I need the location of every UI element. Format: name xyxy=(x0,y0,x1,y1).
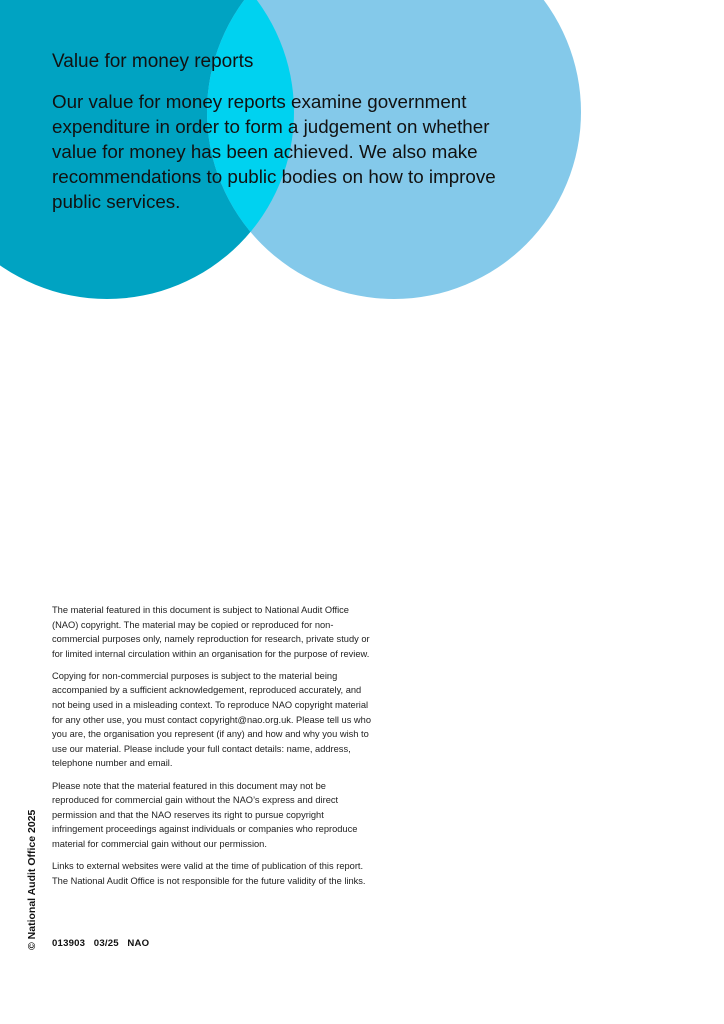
header xyxy=(52,50,532,214)
vertical-copyright: © National Audit Office 2025 xyxy=(26,809,38,950)
document-reference: 013903 03/25 NAO xyxy=(52,938,150,949)
legal-paragraph: Please note that the material featured in this document may not be reproduced for commercial gain without the NAO’s express and direct permission and that the NAO reserves its right to pursue copyright infringement proceedings against individuals or companies who reproduce material for commercial gain without our permission. xyxy=(52,780,358,849)
legal-paragraph: Copying for non-commercial purposes is subject to the material being accompanied by a sufficient acknowledgement, reproduced accurately, and not being used in a misleading context. To reproduce NAO copyright material for any other use, you must contact copyright@nao.org.uk. Please tell us who you are, the organisation you represent (if any) and how and why you wish to use our material. Please include your full contact details: name, address, telephone number and email. xyxy=(52,670,371,769)
legal-paragraph: The material featured in this document is subject to National Audit Office (NAO) copyright. The material may be copied or reproduced for non-commercial purposes only, namely reproduction for research, private study or for limited internal circulation within an organisation for the purpose of review. xyxy=(52,605,370,659)
intro-paragraph: Our value for money reports examine government expenditure in order to form a judgement on whether value for money has been achieved. We also make recommendations to public bodies on how to improve public services. xyxy=(52,91,496,212)
legal-paragraph: Links to external websites were valid at the time of publication of this report. The National Audit Office is not responsible for the future validity of the links. xyxy=(52,861,366,886)
copyright-notice xyxy=(52,603,374,896)
section-heading: Value for money reports xyxy=(52,51,254,72)
